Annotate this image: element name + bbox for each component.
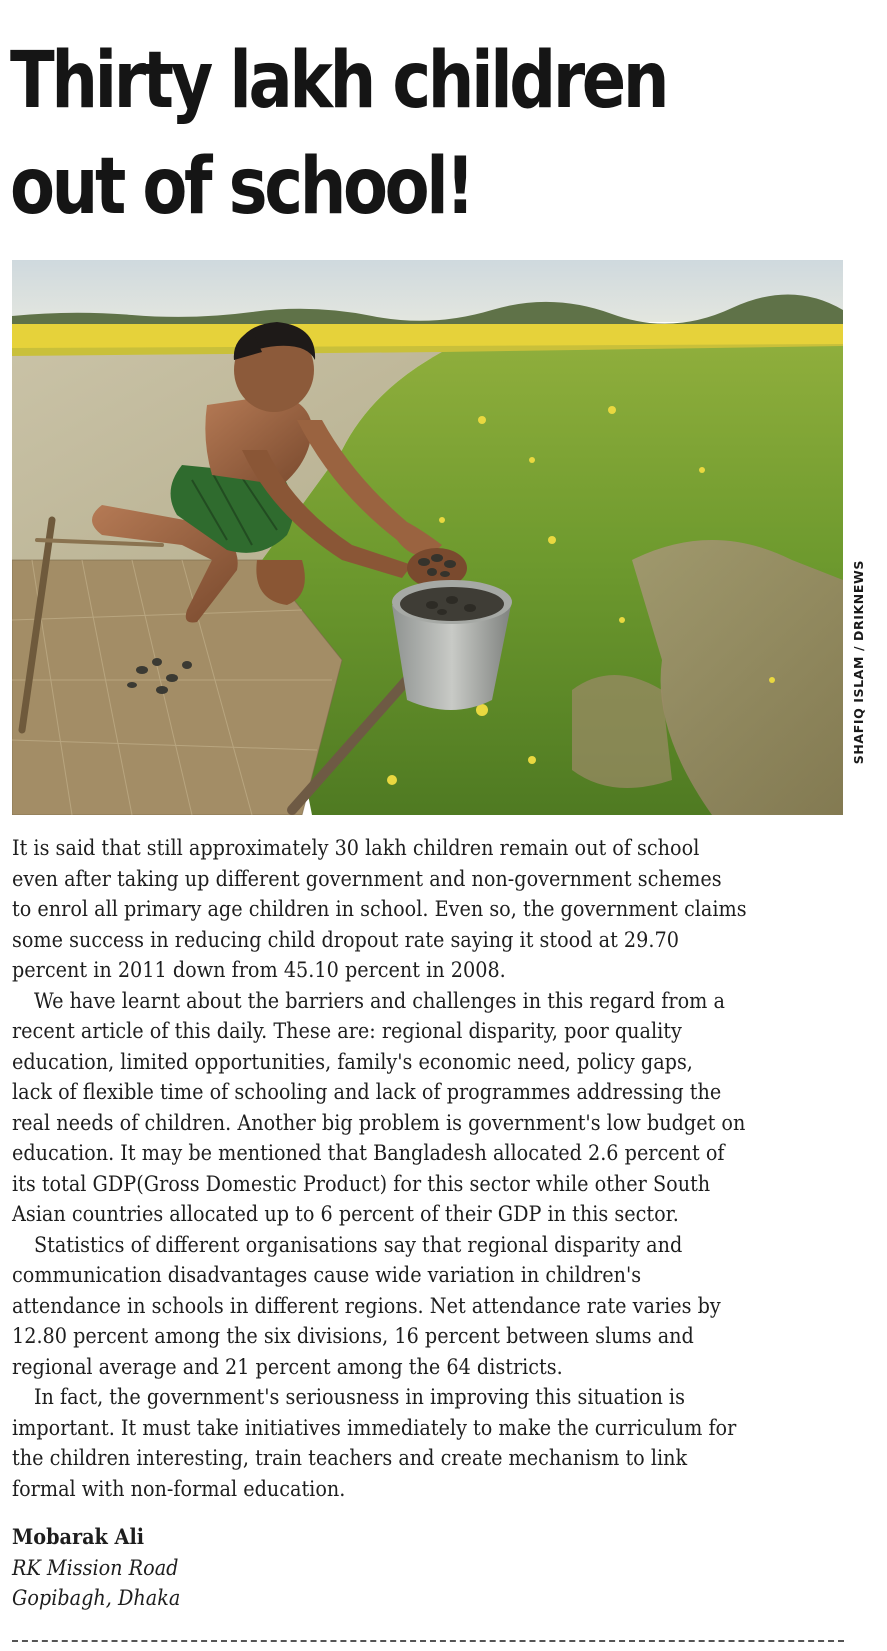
body-line: important. It must take initiatives immediately to make the curriculum for	[12, 1415, 737, 1440]
body-line: to enrol all primary age children in school. Even so, the government claims	[12, 897, 747, 921]
body-line: 12.80 percent among the six divisions, 16 percent between slums and	[12, 1324, 694, 1348]
body-line: attendance in schools in different regions. Net attendance rate varies by	[12, 1293, 721, 1318]
article-photo	[12, 260, 843, 815]
body-line: the children interesting, train teachers and create mechanism to link	[12, 1446, 688, 1470]
paragraph-2	[12, 986, 852, 1230]
paragraph-1	[12, 833, 852, 986]
photo-credit-text: SHAFIQ ISLAM / DRIKNEWS	[851, 560, 866, 765]
body-line: education. It may be mentioned that Bangladesh allocated 2.6 percent of	[12, 1141, 725, 1165]
author-name: Mobarak Ali	[12, 1524, 145, 1549]
body-line: percent in 2011 down from 45.10 percent in 2008.	[12, 958, 506, 982]
paragraph-4	[12, 1382, 852, 1504]
headline-line-1: Thirty lakh children	[10, 36, 667, 126]
body-line: its total GDP(Gross Domestic Product) for this sector while other South	[12, 1171, 711, 1196]
article-headline	[10, 28, 732, 240]
headline-line-2: out of school!	[10, 142, 472, 232]
author-address-line-2: Gopibagh, Dhaka	[12, 1586, 181, 1610]
paragraph-3	[12, 1230, 852, 1383]
body-line: recent article of this daily. These are: regional disparity, poor quality	[12, 1019, 682, 1043]
body-line: some success in reducing child dropout rate saying it stood at 29.70	[12, 927, 679, 952]
photo-credit	[848, 560, 870, 815]
body-line: even after taking up different government and non-government schemes	[12, 866, 722, 891]
body-line: Asian countries allocated up to 6 percent of their GDP in this sector.	[12, 1202, 679, 1226]
body-line: It is said that still approximately 30 lakh children remain out of school	[12, 836, 700, 860]
body-line: regional average and 21 percent among the 64 districts.	[12, 1354, 563, 1379]
body-line: In fact, the government's seriousness in improving this situation is	[33, 1385, 685, 1409]
body-line: Statistics of different organisations say that regional disparity and	[33, 1232, 683, 1257]
body-line: lack of flexible time of schooling and lack of programmes addressing the	[12, 1080, 722, 1104]
article-body	[12, 833, 852, 1504]
dashed-divider	[12, 1640, 844, 1642]
body-line: formal with non-formal education.	[12, 1476, 346, 1501]
body-line: We have learnt about the barriers and challenges in this regard from a	[33, 988, 725, 1013]
letter-signature	[12, 1522, 196, 1614]
author-address-line-1: RK Mission Road	[12, 1555, 179, 1580]
body-line: education, limited opportunities, family's economic need, policy gaps,	[12, 1049, 693, 1074]
body-line: communication disadvantages cause wide variation in children's	[12, 1263, 642, 1287]
body-line: real needs of children. Another big problem is government's low budget on	[12, 1110, 746, 1135]
